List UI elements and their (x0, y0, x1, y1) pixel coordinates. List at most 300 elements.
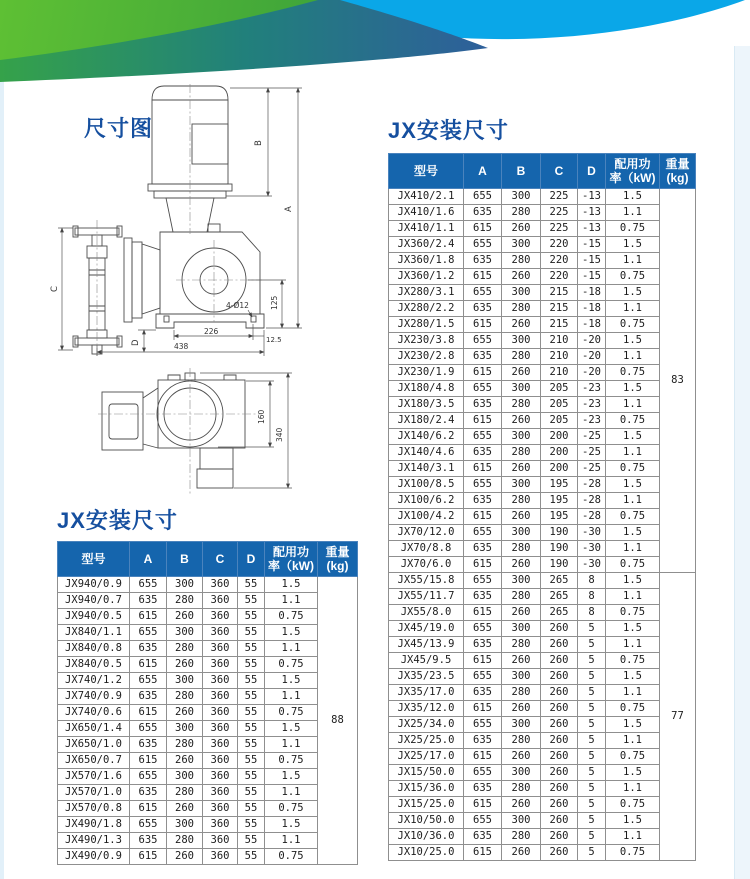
table-row (58, 705, 358, 721)
cell-c: 360 (203, 673, 238, 689)
cell-c: 360 (203, 721, 238, 737)
cell-model: JX940/0.5 (58, 609, 130, 625)
cell-power: 1.5 (606, 189, 660, 205)
cell-power: 0.75 (265, 801, 318, 817)
cell-power: 1.5 (606, 669, 660, 685)
cell-c: 210 (541, 365, 578, 381)
cell-model: JX180/2.4 (389, 413, 464, 429)
cell-b: 280 (502, 493, 541, 509)
cell-c: 360 (203, 593, 238, 609)
cell-c: 260 (541, 733, 578, 749)
cell-power: 1.1 (606, 445, 660, 461)
cell-model: JX360/2.4 (389, 237, 464, 253)
table-row (58, 689, 358, 705)
table-row (58, 657, 358, 673)
cell-power: 0.75 (265, 609, 318, 625)
table-row (389, 605, 696, 621)
cell-d: -23 (578, 381, 606, 397)
cell-d: -28 (578, 477, 606, 493)
col-header-model: 型号 (58, 542, 130, 577)
cell-power: 1.5 (606, 717, 660, 733)
cell-d: -28 (578, 509, 606, 525)
cell-weight: 88 (318, 577, 358, 865)
cell-a: 615 (130, 657, 167, 673)
cell-c: 265 (541, 605, 578, 621)
cell-model: JX410/1.1 (389, 221, 464, 237)
cell-model: JX940/0.7 (58, 593, 130, 609)
cell-b: 260 (502, 797, 541, 813)
cell-d: 8 (578, 605, 606, 621)
table-row (389, 717, 696, 733)
cell-model: JX180/4.8 (389, 381, 464, 397)
cell-c: 360 (203, 625, 238, 641)
cell-a: 615 (464, 557, 502, 573)
cell-b: 280 (502, 829, 541, 845)
cell-a: 655 (130, 625, 167, 641)
cell-c: 205 (541, 381, 578, 397)
table-row (58, 737, 358, 753)
cell-d: 55 (238, 785, 265, 801)
cell-power: 1.5 (265, 673, 318, 689)
cell-model: JX45/13.9 (389, 637, 464, 653)
cell-a: 615 (130, 705, 167, 721)
table-row (389, 237, 696, 253)
cell-a: 615 (464, 845, 502, 861)
cell-d: 55 (238, 817, 265, 833)
cell-power: 1.5 (606, 525, 660, 541)
cell-c: 260 (541, 765, 578, 781)
table-row (389, 269, 696, 285)
cell-d: -28 (578, 493, 606, 509)
cell-d: -20 (578, 365, 606, 381)
power-header-line2: 率（kW) (609, 171, 656, 185)
cell-c: 260 (541, 701, 578, 717)
cell-d: -18 (578, 285, 606, 301)
cell-power: 1.5 (606, 381, 660, 397)
cell-power: 0.75 (606, 749, 660, 765)
table-row (58, 577, 358, 593)
cell-c: 225 (541, 205, 578, 221)
pump-base (156, 314, 264, 328)
cell-model: JX360/1.8 (389, 253, 464, 269)
cell-model: JX570/1.6 (58, 769, 130, 785)
cell-b: 260 (167, 849, 203, 865)
cell-model: JX280/3.1 (389, 285, 464, 301)
cell-b: 280 (167, 737, 203, 753)
table-row (389, 701, 696, 717)
table-row (58, 817, 358, 833)
cell-a: 615 (464, 221, 502, 237)
cell-model: JX100/8.5 (389, 477, 464, 493)
table-row (389, 381, 696, 397)
table-row (58, 609, 358, 625)
cell-power: 0.75 (606, 797, 660, 813)
col-header-weight (660, 154, 696, 189)
cell-a: 655 (464, 813, 502, 829)
cell-power: 0.75 (606, 653, 660, 669)
cell-b: 300 (502, 381, 541, 397)
cell-model: JX740/1.2 (58, 673, 130, 689)
cell-model: JX230/1.9 (389, 365, 464, 381)
cell-b: 300 (502, 237, 541, 253)
cell-power: 0.75 (265, 657, 318, 673)
cell-a: 615 (464, 365, 502, 381)
cell-d: -15 (578, 269, 606, 285)
cell-model: JX840/1.1 (58, 625, 130, 641)
cell-a: 615 (464, 269, 502, 285)
table-row (389, 285, 696, 301)
cell-model: JX15/50.0 (389, 765, 464, 781)
col-header-b: B (502, 154, 541, 189)
cell-d: -25 (578, 461, 606, 477)
cell-model: JX280/2.2 (389, 301, 464, 317)
cell-d: 55 (238, 737, 265, 753)
table-row (389, 653, 696, 669)
cell-d: 5 (578, 845, 606, 861)
cell-d: 5 (578, 717, 606, 733)
cell-b: 280 (502, 397, 541, 413)
installation-dimensions-table-right (388, 153, 696, 861)
cell-c: 220 (541, 269, 578, 285)
cell-a: 635 (464, 685, 502, 701)
cell-b: 280 (502, 781, 541, 797)
cell-power: 1.1 (606, 301, 660, 317)
cell-model: JX70/12.0 (389, 525, 464, 541)
cell-power: 1.5 (606, 285, 660, 301)
cell-a: 655 (130, 769, 167, 785)
power-header-line1: 配用功 (272, 544, 309, 559)
cell-b: 280 (502, 733, 541, 749)
cell-b: 260 (167, 609, 203, 625)
cell-c: 200 (541, 429, 578, 445)
cell-c: 260 (541, 845, 578, 861)
cell-c: 215 (541, 301, 578, 317)
table-row (58, 721, 358, 737)
table-row (58, 769, 358, 785)
cell-model: JX140/4.6 (389, 445, 464, 461)
cell-model: JX25/25.0 (389, 733, 464, 749)
cell-a: 635 (130, 593, 167, 609)
cell-d: 5 (578, 797, 606, 813)
cell-power: 0.75 (606, 509, 660, 525)
cell-power: 1.1 (606, 253, 660, 269)
cell-d: 5 (578, 685, 606, 701)
cell-a: 655 (464, 189, 502, 205)
cell-b: 280 (502, 253, 541, 269)
cell-model: JX840/0.5 (58, 657, 130, 673)
cell-power: 1.1 (265, 737, 318, 753)
cell-a: 635 (130, 737, 167, 753)
col-header-weight (318, 542, 358, 577)
cell-d: 55 (238, 593, 265, 609)
cell-a: 615 (130, 849, 167, 865)
cell-d: -13 (578, 221, 606, 237)
table-row (58, 673, 358, 689)
cell-c: 360 (203, 833, 238, 849)
cell-c: 190 (541, 541, 578, 557)
table-row (389, 253, 696, 269)
table-row (58, 849, 358, 865)
cell-d: -20 (578, 349, 606, 365)
cell-a: 615 (464, 797, 502, 813)
cell-b: 300 (167, 721, 203, 737)
cell-b: 300 (502, 573, 541, 589)
cell-a: 655 (464, 333, 502, 349)
cell-d: 55 (238, 769, 265, 785)
cell-a: 635 (464, 397, 502, 413)
page-edge-right (734, 46, 750, 879)
cell-c: 360 (203, 801, 238, 817)
cell-b: 260 (167, 705, 203, 721)
cell-power: 1.1 (606, 205, 660, 221)
cell-b: 260 (502, 509, 541, 525)
cell-d: 5 (578, 765, 606, 781)
cell-power: 0.75 (265, 849, 318, 865)
cell-d: 55 (238, 673, 265, 689)
cell-a: 655 (464, 237, 502, 253)
cell-a: 635 (464, 781, 502, 797)
table-row (389, 765, 696, 781)
cell-c: 360 (203, 817, 238, 833)
cell-a: 655 (464, 429, 502, 445)
cell-c: 200 (541, 445, 578, 461)
cell-a: 635 (130, 689, 167, 705)
cell-d: 55 (238, 705, 265, 721)
cell-b: 300 (502, 813, 541, 829)
cell-d: 8 (578, 573, 606, 589)
cell-power: 1.1 (265, 593, 318, 609)
cell-b: 260 (167, 753, 203, 769)
cell-d: 55 (238, 721, 265, 737)
table-row (58, 785, 358, 801)
cell-power: 0.75 (265, 753, 318, 769)
cell-b: 300 (502, 333, 541, 349)
cell-d: 5 (578, 813, 606, 829)
col-header-d: D (238, 542, 265, 577)
cell-c: 360 (203, 705, 238, 721)
dim-160: 160 (257, 409, 266, 424)
table-row (389, 301, 696, 317)
cell-model: JX15/25.0 (389, 797, 464, 813)
cell-d: -13 (578, 205, 606, 221)
cell-a: 655 (464, 285, 502, 301)
cell-b: 280 (502, 301, 541, 317)
cell-b: 280 (502, 637, 541, 653)
table-row (389, 445, 696, 461)
cell-power: 1.1 (606, 733, 660, 749)
cell-c: 360 (203, 785, 238, 801)
cell-c: 205 (541, 413, 578, 429)
cell-power: 0.75 (606, 605, 660, 621)
table-row (389, 429, 696, 445)
cell-c: 260 (541, 685, 578, 701)
table-row (389, 365, 696, 381)
cell-model: JX650/1.4 (58, 721, 130, 737)
cell-a: 615 (464, 461, 502, 477)
table-row (389, 813, 696, 829)
power-header-line1: 配用功 (614, 156, 651, 171)
cell-power: 1.5 (606, 621, 660, 637)
right-table-title: JX安装尺寸 (388, 118, 509, 143)
cell-d: 5 (578, 669, 606, 685)
cell-c: 210 (541, 349, 578, 365)
cell-model: JX35/17.0 (389, 685, 464, 701)
table-row (58, 833, 358, 849)
cell-d: 5 (578, 781, 606, 797)
cell-d: 5 (578, 829, 606, 845)
cell-model: JX15/36.0 (389, 781, 464, 797)
cell-b: 260 (502, 461, 541, 477)
cell-c: 260 (541, 781, 578, 797)
cell-d: 55 (238, 801, 265, 817)
cell-a: 655 (464, 573, 502, 589)
cell-a: 655 (464, 669, 502, 685)
cell-power: 1.5 (265, 769, 318, 785)
cell-power: 1.1 (265, 785, 318, 801)
header-row (58, 542, 358, 577)
cell-d: -25 (578, 429, 606, 445)
cell-model: JX35/23.5 (389, 669, 464, 685)
table-row (389, 349, 696, 365)
cell-model: JX45/9.5 (389, 653, 464, 669)
cell-model: JX10/36.0 (389, 829, 464, 845)
cell-power: 1.1 (265, 641, 318, 657)
cell-d: 8 (578, 589, 606, 605)
cell-power: 1.5 (265, 721, 318, 737)
cell-b: 300 (502, 765, 541, 781)
cell-model: JX570/1.0 (58, 785, 130, 801)
cell-d: 55 (238, 833, 265, 849)
cell-weight: 83 (660, 189, 696, 573)
table-row (389, 829, 696, 845)
cell-c: 360 (203, 641, 238, 657)
cell-b: 260 (502, 557, 541, 573)
col-header-a: A (464, 154, 502, 189)
weight-header-line2: (kg) (666, 171, 689, 185)
cell-b: 300 (167, 625, 203, 641)
power-header-line2: 率（kW) (268, 559, 314, 573)
cell-c: 360 (203, 609, 238, 625)
cell-d: -25 (578, 445, 606, 461)
cell-b: 280 (502, 541, 541, 557)
weight-header-line1: 重量 (665, 156, 690, 171)
table-row (389, 397, 696, 413)
cell-power: 0.75 (606, 365, 660, 381)
cell-model: JX740/0.9 (58, 689, 130, 705)
cell-c: 360 (203, 849, 238, 865)
cell-power: 1.1 (265, 689, 318, 705)
dim-340: 340 (275, 427, 284, 442)
cell-a: 615 (464, 317, 502, 333)
cell-model: JX70/8.8 (389, 541, 464, 557)
cell-c: 220 (541, 253, 578, 269)
cell-power: 1.1 (606, 349, 660, 365)
motor-terminal-box (192, 124, 228, 164)
weight-header-line2: (kg) (326, 559, 349, 573)
cell-d: 55 (238, 657, 265, 673)
cell-d: -18 (578, 301, 606, 317)
cell-d: -15 (578, 253, 606, 269)
cell-a: 615 (130, 801, 167, 817)
cell-d: -13 (578, 189, 606, 205)
cell-c: 205 (541, 397, 578, 413)
cell-c: 200 (541, 461, 578, 477)
cell-power: 1.1 (606, 589, 660, 605)
cell-a: 655 (464, 621, 502, 637)
cell-b: 300 (167, 673, 203, 689)
cell-power: 0.75 (606, 845, 660, 861)
cell-b: 280 (502, 205, 541, 221)
cell-c: 360 (203, 657, 238, 673)
dimension-drawing (48, 84, 378, 504)
cell-model: JX650/1.0 (58, 737, 130, 753)
cell-model: JX360/1.2 (389, 269, 464, 285)
cell-a: 615 (464, 701, 502, 717)
weight-header-line1: 重量 (325, 544, 350, 559)
cell-a: 635 (464, 637, 502, 653)
col-header-c: C (203, 542, 238, 577)
cell-weight: 77 (660, 573, 696, 861)
cell-b: 260 (502, 653, 541, 669)
table-row (389, 621, 696, 637)
cell-c: 260 (541, 829, 578, 845)
col-header-power (606, 154, 660, 189)
cell-b: 300 (502, 717, 541, 733)
cell-power: 0.75 (606, 557, 660, 573)
cell-d: 55 (238, 753, 265, 769)
col-header-model: 型号 (389, 154, 464, 189)
cell-a: 635 (464, 589, 502, 605)
cell-c: 260 (541, 637, 578, 653)
cell-power: 1.5 (606, 813, 660, 829)
cell-a: 615 (130, 609, 167, 625)
cell-model: JX55/8.0 (389, 605, 464, 621)
table-row (389, 781, 696, 797)
cell-model: JX940/0.9 (58, 577, 130, 593)
cell-b: 280 (167, 785, 203, 801)
cell-d: 55 (238, 689, 265, 705)
cell-b: 280 (502, 349, 541, 365)
dim-label-B: B (254, 140, 264, 146)
cell-model: JX490/1.8 (58, 817, 130, 833)
cell-model: JX490/0.9 (58, 849, 130, 865)
table-row (389, 557, 696, 573)
cell-d: -23 (578, 413, 606, 429)
table-row (389, 797, 696, 813)
cell-b: 300 (167, 769, 203, 785)
cell-d: 5 (578, 733, 606, 749)
table-row (389, 525, 696, 541)
cell-c: 260 (541, 621, 578, 637)
drawing-section-title: 尺寸图 (84, 116, 154, 141)
cell-c: 260 (541, 797, 578, 813)
cell-c: 195 (541, 509, 578, 525)
cell-b: 260 (502, 749, 541, 765)
cell-d: -18 (578, 317, 606, 333)
cell-d: 5 (578, 637, 606, 653)
table-row (389, 509, 696, 525)
cell-model: JX280/1.5 (389, 317, 464, 333)
cell-model: JX740/0.6 (58, 705, 130, 721)
table-row (58, 625, 358, 641)
cell-b: 300 (167, 817, 203, 833)
header-row (389, 154, 696, 189)
table-row (58, 801, 358, 817)
cell-power: 0.75 (606, 221, 660, 237)
cell-power: 1.1 (606, 493, 660, 509)
cell-power: 1.5 (606, 765, 660, 781)
cell-b: 300 (502, 669, 541, 685)
